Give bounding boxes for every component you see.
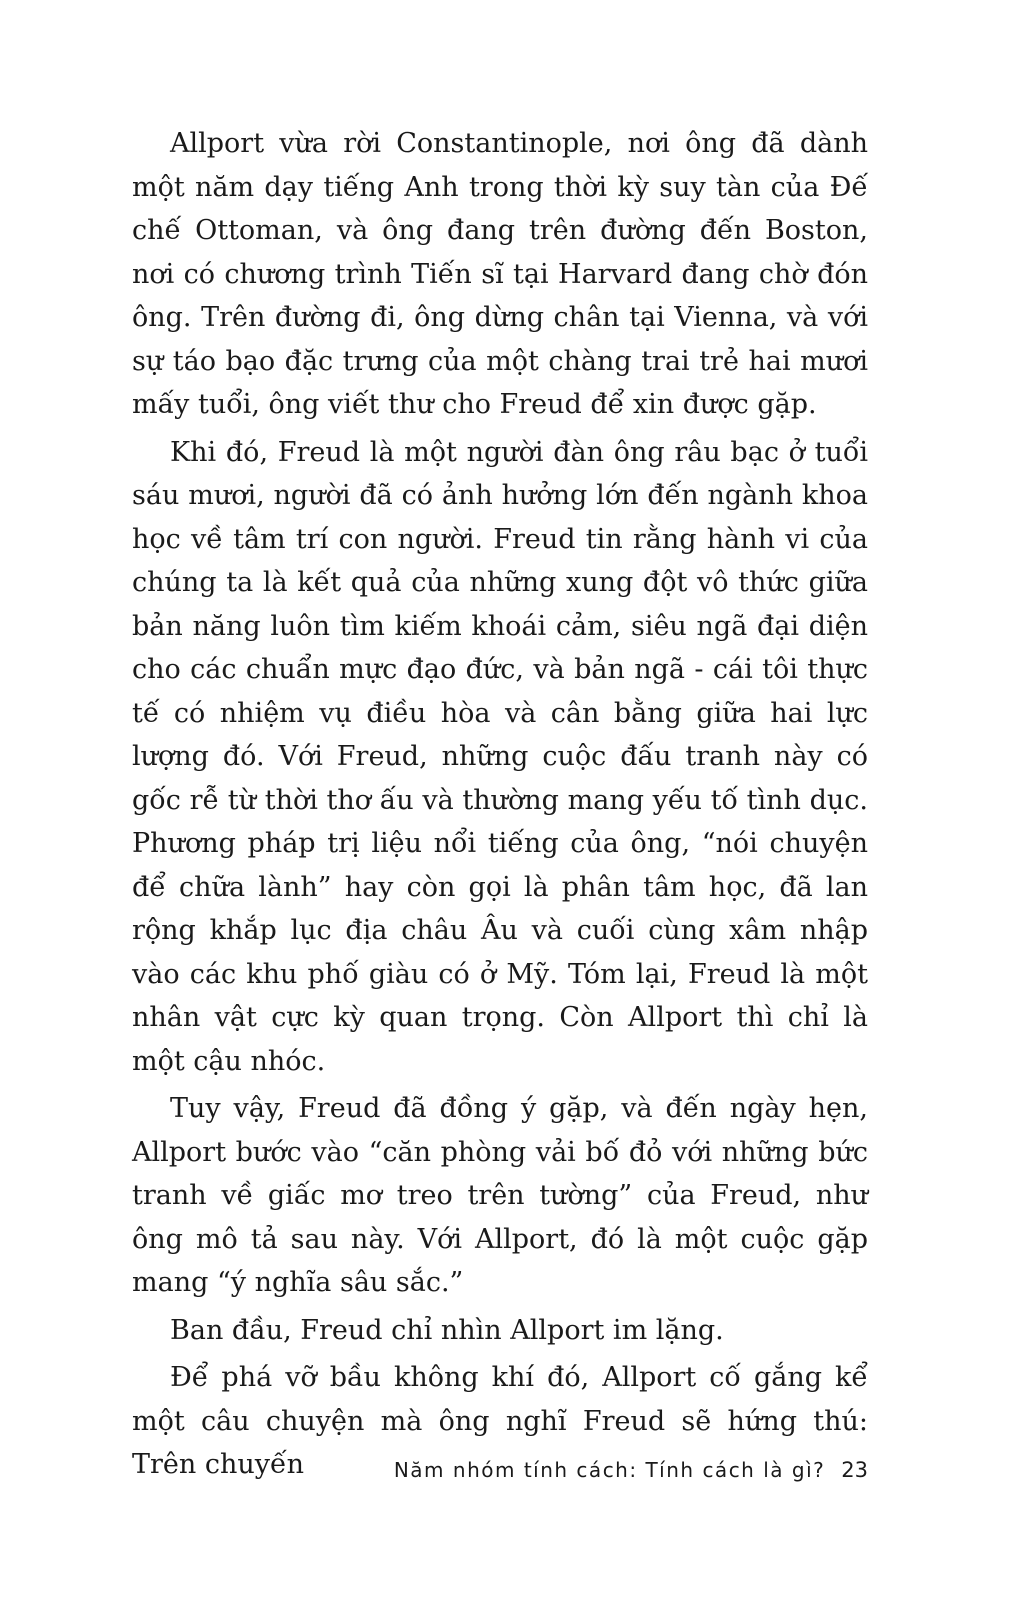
- running-title: Năm nhóm tính cách: Tính cách là gì?: [393, 1458, 826, 1482]
- paragraph: Để phá vỡ bầu không khí đó, Allport cố gắng kể một câu chuyện mà ông nghĩ Freud sẽ hứng thú: Trên chuyến: [132, 1362, 868, 1480]
- paragraph: Allport vừa rời Constantinople, nơi ông đã dành một năm dạy tiếng Anh trong thời kỳ suy tàn của Đế chế Ottoman, và ông đang trên đường đến Boston, nơi có chương trình Tiến sĩ tại Harvard đang chờ đón ông. Trên đường đi, ông dừng chân tại Vienna, và với sự táo bạo đặc trưng của một chàng trai trẻ hai mươi mấy tuổi, ông viết thư cho Freud để xin được gặp.: [132, 128, 868, 420]
- paragraph: Ban đầu, Freud chỉ nhìn Allport im lặng.: [170, 1314, 724, 1346]
- paragraph: Khi đó, Freud là một người đàn ông râu bạc ở tuổi sáu mươi, người đã có ảnh hưởng lớn đến ngành khoa học về tâm trí con người. Freud tin rằng hành vi của chúng ta là kết quả của những xung đột vô thức giữa bản năng luôn tìm kiếm khoái cảm, siêu ngã đại diện cho các chuẩn mực đạo đức, và bản ngã - cái tôi thực tế có nhiệm vụ điều hòa và cân bằng giữa hai lực lượng đó. Với Freud, những cuộc đấu tranh này có gốc rễ từ thời thơ ấu và thường mang yếu tố tình dục. Phương pháp trị liệu nổi tiếng của ông, “nói chuyện để chữa lành” hay còn gọi là phân tâm học, đã lan rộng khắp lục địa châu Âu và cuối cùng xâm nhập vào các khu phố giàu có ở Mỹ. Tóm lại, Freud là một nhân vật cực kỳ quan trọng. Còn Allport thì chỉ là một cậu nhóc.: [132, 436, 868, 1077]
- page-footer: [394, 1458, 868, 1482]
- page-number: 23: [841, 1458, 868, 1482]
- body-text: [132, 122, 868, 1491]
- paragraph: Tuy vậy, Freud đã đồng ý gặp, và đến ngày hẹn, Allport bước vào “căn phòng vải bố đỏ với những bức tranh về giấc mơ treo trên tường” của Freud, như ông mô tả sau này. Với Allport, đó là một cuộc gặp mang “ý nghĩa sâu sắc.”: [132, 1093, 868, 1298]
